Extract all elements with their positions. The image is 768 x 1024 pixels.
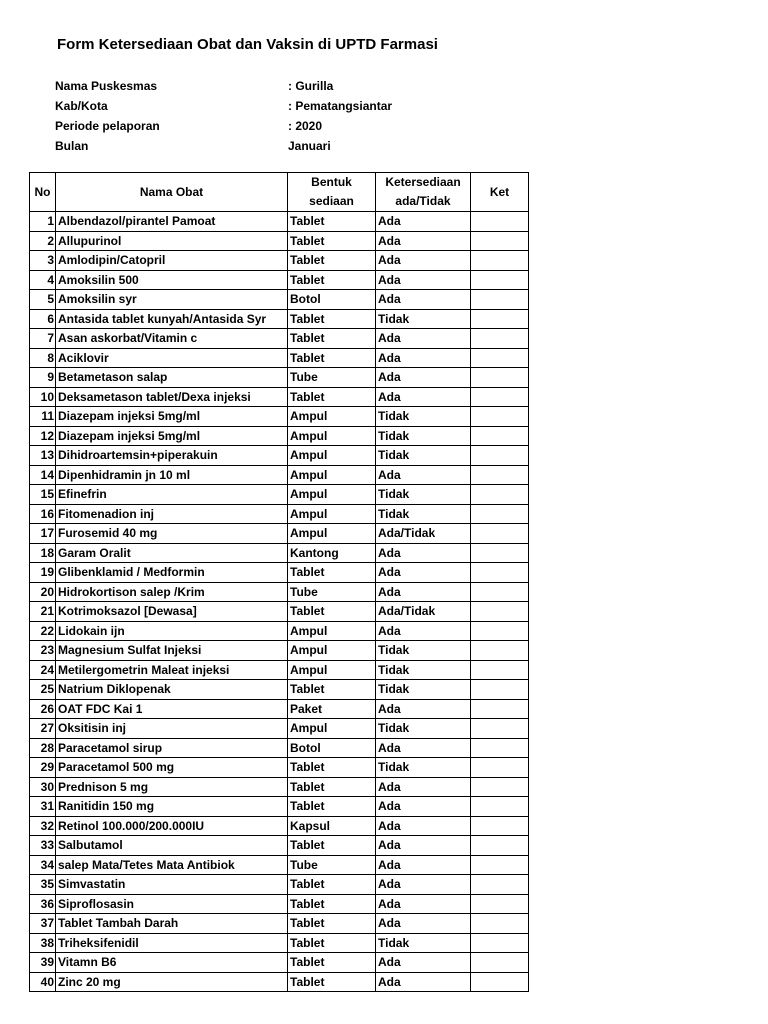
cell-nama-obat: Vitamn B6 (56, 953, 288, 973)
cell-nama-obat: Diazepam injeksi 5mg/ml (56, 407, 288, 427)
table-row (30, 894, 529, 914)
cell-ket (471, 797, 529, 817)
cell-nama-obat: Simvastatin (56, 875, 288, 895)
table-row (30, 797, 529, 817)
cell-nama-obat: Hidrokortison salep /Krim (56, 582, 288, 602)
cell-ketersediaan: Ada/Tidak (376, 602, 471, 622)
cell-ket (471, 719, 529, 739)
cell-ketersediaan: Ada (376, 953, 471, 973)
cell-ket (471, 914, 529, 934)
cell-ket (471, 368, 529, 388)
cell-nama-obat: Metilergometrin Maleat injeksi (56, 660, 288, 680)
cell-no: 20 (30, 582, 56, 602)
cell-bentuk-sediaan: Tablet (288, 563, 376, 583)
cell-nama-obat: OAT FDC Kai 1 (56, 699, 288, 719)
cell-ketersediaan: Ada (376, 563, 471, 583)
cell-ket (471, 465, 529, 485)
table-row (30, 972, 529, 992)
cell-no: 30 (30, 777, 56, 797)
cell-ketersediaan: Tidak (376, 309, 471, 329)
cell-ket (471, 407, 529, 427)
cell-ket (471, 602, 529, 622)
cell-bentuk-sediaan: Tablet (288, 387, 376, 407)
cell-no: 9 (30, 368, 56, 388)
cell-ketersediaan: Ada (376, 270, 471, 290)
info-label: Kab/Kota (55, 99, 108, 113)
cell-ket (471, 875, 529, 895)
cell-ketersediaan: Ada (376, 972, 471, 992)
cell-nama-obat: Glibenklamid / Medformin (56, 563, 288, 583)
cell-bentuk-sediaan: Kantong (288, 543, 376, 563)
cell-no: 31 (30, 797, 56, 817)
cell-nama-obat: Deksametason tablet/Dexa injeksi (56, 387, 288, 407)
table-row (30, 309, 529, 329)
cell-nama-obat: Amoksilin 500 (56, 270, 288, 290)
cell-ketersediaan: Ada (376, 543, 471, 563)
cell-nama-obat: Diazepam injeksi 5mg/ml (56, 426, 288, 446)
table-row (30, 251, 529, 271)
cell-ketersediaan: Tidak (376, 758, 471, 778)
cell-nama-obat: Paracetamol 500 mg (56, 758, 288, 778)
header-row (30, 173, 529, 212)
header-ketersediaan-line2: ada/Tidak (395, 194, 451, 208)
cell-bentuk-sediaan: Ampul (288, 446, 376, 466)
cell-no: 29 (30, 758, 56, 778)
cell-ket (471, 738, 529, 758)
cell-nama-obat: Magnesium Sulfat Injeksi (56, 641, 288, 661)
table-row (30, 504, 529, 524)
cell-no: 27 (30, 719, 56, 739)
cell-ketersediaan: Tidak (376, 407, 471, 427)
cell-no: 22 (30, 621, 56, 641)
cell-ketersediaan: Ada (376, 465, 471, 485)
cell-ket (471, 777, 529, 797)
cell-bentuk-sediaan: Ampul (288, 465, 376, 485)
table-row (30, 524, 529, 544)
cell-nama-obat: Betametason salap (56, 368, 288, 388)
cell-no: 18 (30, 543, 56, 563)
cell-bentuk-sediaan: Tablet (288, 309, 376, 329)
cell-bentuk-sediaan: Ampul (288, 504, 376, 524)
table-row (30, 465, 529, 485)
cell-bentuk-sediaan: Tablet (288, 797, 376, 817)
cell-bentuk-sediaan: Tube (288, 855, 376, 875)
cell-no: 35 (30, 875, 56, 895)
header-nama-obat: Nama Obat (56, 173, 288, 212)
table-row (30, 719, 529, 739)
cell-ket (471, 446, 529, 466)
cell-no: 4 (30, 270, 56, 290)
cell-ket (471, 387, 529, 407)
table-row (30, 875, 529, 895)
cell-no: 36 (30, 894, 56, 914)
cell-nama-obat: Lidokain ijn (56, 621, 288, 641)
cell-nama-obat: Antasida tablet kunyah/Antasida Syr (56, 309, 288, 329)
cell-ketersediaan: Ada (376, 816, 471, 836)
cell-ketersediaan: Tidak (376, 504, 471, 524)
cell-bentuk-sediaan: Ampul (288, 660, 376, 680)
cell-ket (471, 894, 529, 914)
table-row (30, 777, 529, 797)
cell-nama-obat: Oksitisin inj (56, 719, 288, 739)
cell-no: 37 (30, 914, 56, 934)
table-row (30, 426, 529, 446)
cell-ket (471, 212, 529, 232)
cell-ketersediaan: Ada (376, 368, 471, 388)
table-row (30, 660, 529, 680)
cell-no: 7 (30, 329, 56, 349)
cell-ket (471, 485, 529, 505)
table-row (30, 699, 529, 719)
table-row (30, 563, 529, 583)
cell-nama-obat: Kotrimoksazol [Dewasa] (56, 602, 288, 622)
cell-ketersediaan: Ada (376, 231, 471, 251)
table-row (30, 953, 529, 973)
cell-no: 26 (30, 699, 56, 719)
cell-no: 23 (30, 641, 56, 661)
table-row (30, 758, 529, 778)
cell-bentuk-sediaan: Paket (288, 699, 376, 719)
cell-bentuk-sediaan: Tablet (288, 680, 376, 700)
cell-ket (471, 758, 529, 778)
table-row (30, 348, 529, 368)
cell-ket (471, 251, 529, 271)
cell-ketersediaan: Ada (376, 621, 471, 641)
cell-ket (471, 972, 529, 992)
cell-nama-obat: Albendazol/pirantel Pamoat (56, 212, 288, 232)
cell-ket (471, 309, 529, 329)
table-row (30, 368, 529, 388)
cell-ket (471, 641, 529, 661)
table-row (30, 290, 529, 310)
cell-bentuk-sediaan: Tablet (288, 251, 376, 271)
cell-bentuk-sediaan: Tablet (288, 329, 376, 349)
cell-no: 12 (30, 426, 56, 446)
cell-no: 38 (30, 933, 56, 953)
cell-ketersediaan: Tidak (376, 933, 471, 953)
cell-nama-obat: Garam Oralit (56, 543, 288, 563)
cell-no: 11 (30, 407, 56, 427)
cell-nama-obat: Triheksifenidil (56, 933, 288, 953)
table-row (30, 621, 529, 641)
cell-ket (471, 524, 529, 544)
cell-nama-obat: Asan askorbat/Vitamin c (56, 329, 288, 349)
cell-nama-obat: Fitomenadion inj (56, 504, 288, 524)
cell-ket (471, 426, 529, 446)
cell-no: 25 (30, 680, 56, 700)
cell-ket (471, 933, 529, 953)
cell-nama-obat: Natrium Diklopenak (56, 680, 288, 700)
info-value: : 2020 (288, 119, 323, 133)
table-row (30, 816, 529, 836)
cell-bentuk-sediaan: Tablet (288, 953, 376, 973)
cell-no: 28 (30, 738, 56, 758)
table-row (30, 270, 529, 290)
cell-bentuk-sediaan: Tablet (288, 894, 376, 914)
cell-bentuk-sediaan: Ampul (288, 621, 376, 641)
cell-ketersediaan: Tidak (376, 680, 471, 700)
cell-bentuk-sediaan: Tube (288, 368, 376, 388)
info-value: Januari (288, 139, 331, 153)
cell-nama-obat: salep Mata/Tetes Mata Antibiok (56, 855, 288, 875)
cell-ketersediaan: Ada (376, 290, 471, 310)
cell-bentuk-sediaan: Tablet (288, 212, 376, 232)
cell-ket (471, 836, 529, 856)
cell-nama-obat: Aciklovir (56, 348, 288, 368)
cell-nama-obat: Ranitidin 150 mg (56, 797, 288, 817)
cell-ketersediaan: Ada (376, 875, 471, 895)
cell-no: 10 (30, 387, 56, 407)
cell-bentuk-sediaan: Ampul (288, 524, 376, 544)
header-bentuk-sediaan (288, 173, 376, 212)
cell-ketersediaan: Ada (376, 329, 471, 349)
cell-bentuk-sediaan: Tablet (288, 777, 376, 797)
cell-nama-obat: Furosemid 40 mg (56, 524, 288, 544)
cell-bentuk-sediaan: Ampul (288, 407, 376, 427)
cell-ketersediaan: Ada (376, 797, 471, 817)
table-row (30, 485, 529, 505)
table-row (30, 407, 529, 427)
form-title: Form Ketersediaan Obat dan Vaksin di UPTD Farmasi (57, 36, 438, 53)
table-row (30, 855, 529, 875)
cell-no: 32 (30, 816, 56, 836)
cell-ketersediaan: Tidak (376, 660, 471, 680)
cell-ketersediaan: Tidak (376, 485, 471, 505)
cell-bentuk-sediaan: Botol (288, 290, 376, 310)
info-value: : Pematangsiantar (288, 99, 393, 113)
cell-ketersediaan: Ada (376, 699, 471, 719)
cell-no: 16 (30, 504, 56, 524)
cell-ket (471, 953, 529, 973)
cell-nama-obat: Dihidroartemsin+piperakuin (56, 446, 288, 466)
cell-ketersediaan: Ada (376, 212, 471, 232)
table-row (30, 212, 529, 232)
cell-bentuk-sediaan: Tablet (288, 972, 376, 992)
cell-bentuk-sediaan: Ampul (288, 485, 376, 505)
cell-bentuk-sediaan: Ampul (288, 719, 376, 739)
cell-ketersediaan: Tidak (376, 426, 471, 446)
cell-ket (471, 504, 529, 524)
cell-bentuk-sediaan: Ampul (288, 641, 376, 661)
header-ketersediaan (376, 173, 471, 212)
table-row (30, 602, 529, 622)
cell-ketersediaan: Tidak (376, 446, 471, 466)
cell-no: 6 (30, 309, 56, 329)
cell-bentuk-sediaan: Tablet (288, 836, 376, 856)
cell-no: 39 (30, 953, 56, 973)
cell-bentuk-sediaan: Tablet (288, 348, 376, 368)
table-row (30, 836, 529, 856)
cell-bentuk-sediaan: Tablet (288, 914, 376, 934)
cell-nama-obat: Zinc 20 mg (56, 972, 288, 992)
header-ket: Ket (471, 173, 529, 212)
cell-no: 14 (30, 465, 56, 485)
table-row (30, 641, 529, 661)
cell-nama-obat: Amoksilin syr (56, 290, 288, 310)
cell-ket (471, 231, 529, 251)
header-ketersediaan-line1: Ketersediaan (385, 175, 461, 189)
cell-nama-obat: Amlodipin/Catopril (56, 251, 288, 271)
info-value: : Gurilla (288, 79, 334, 93)
cell-bentuk-sediaan: Tablet (288, 602, 376, 622)
cell-bentuk-sediaan: Tablet (288, 933, 376, 953)
table-row (30, 582, 529, 602)
cell-bentuk-sediaan: Botol (288, 738, 376, 758)
cell-no: 1 (30, 212, 56, 232)
drug-availability-table (29, 172, 529, 992)
cell-ket (471, 543, 529, 563)
cell-ket (471, 816, 529, 836)
table-row (30, 329, 529, 349)
cell-ketersediaan: Ada (376, 914, 471, 934)
cell-ket (471, 348, 529, 368)
cell-ket (471, 582, 529, 602)
cell-nama-obat: Tablet Tambah Darah (56, 914, 288, 934)
cell-ket (471, 290, 529, 310)
cell-nama-obat: Siproflosasin (56, 894, 288, 914)
cell-nama-obat: Prednison 5 mg (56, 777, 288, 797)
cell-nama-obat: Paracetamol sirup (56, 738, 288, 758)
table-row (30, 446, 529, 466)
table-row (30, 933, 529, 953)
cell-ketersediaan: Ada (376, 836, 471, 856)
cell-bentuk-sediaan: Tube (288, 582, 376, 602)
header-bentuk-line2: sediaan (309, 194, 354, 208)
table-row (30, 387, 529, 407)
cell-bentuk-sediaan: Tablet (288, 758, 376, 778)
header-no: No (30, 173, 56, 212)
cell-no: 40 (30, 972, 56, 992)
table-row (30, 914, 529, 934)
cell-nama-obat: Allupurinol (56, 231, 288, 251)
cell-no: 8 (30, 348, 56, 368)
cell-ketersediaan: Ada (376, 348, 471, 368)
info-label: Periode pelaporan (55, 119, 160, 133)
cell-no: 3 (30, 251, 56, 271)
cell-no: 13 (30, 446, 56, 466)
cell-ket (471, 680, 529, 700)
info-label: Nama Puskesmas (55, 79, 158, 93)
table-body (30, 212, 529, 992)
info-label: Bulan (55, 139, 89, 153)
cell-ketersediaan: Ada (376, 582, 471, 602)
cell-no: 19 (30, 563, 56, 583)
cell-ketersediaan: Tidak (376, 719, 471, 739)
cell-ketersediaan: Ada (376, 894, 471, 914)
cell-no: 33 (30, 836, 56, 856)
cell-bentuk-sediaan: Kapsul (288, 816, 376, 836)
cell-ketersediaan: Ada (376, 855, 471, 875)
cell-ket (471, 270, 529, 290)
cell-bentuk-sediaan: Tablet (288, 231, 376, 251)
table-row (30, 680, 529, 700)
cell-ket (471, 855, 529, 875)
cell-no: 34 (30, 855, 56, 875)
cell-ketersediaan: Ada (376, 251, 471, 271)
table-row (30, 543, 529, 563)
cell-nama-obat: Salbutamol (56, 836, 288, 856)
cell-no: 2 (30, 231, 56, 251)
cell-nama-obat: Efinefrin (56, 485, 288, 505)
table-row (30, 738, 529, 758)
cell-ket (471, 660, 529, 680)
table-row (30, 231, 529, 251)
cell-no: 21 (30, 602, 56, 622)
cell-nama-obat: Dipenhidramin jn 10 ml (56, 465, 288, 485)
cell-no: 15 (30, 485, 56, 505)
cell-no: 24 (30, 660, 56, 680)
cell-bentuk-sediaan: Tablet (288, 270, 376, 290)
header-bentuk-line1: Bentuk (311, 175, 352, 189)
cell-ket (471, 621, 529, 641)
cell-nama-obat: Retinol 100.000/200.000IU (56, 816, 288, 836)
cell-ketersediaan: Ada/Tidak (376, 524, 471, 544)
cell-bentuk-sediaan: Tablet (288, 875, 376, 895)
cell-ket (471, 329, 529, 349)
cell-ketersediaan: Ada (376, 777, 471, 797)
cell-ketersediaan: Ada (376, 738, 471, 758)
cell-bentuk-sediaan: Ampul (288, 426, 376, 446)
cell-ketersediaan: Ada (376, 387, 471, 407)
cell-ket (471, 699, 529, 719)
cell-no: 5 (30, 290, 56, 310)
table-header (30, 173, 529, 212)
cell-ket (471, 563, 529, 583)
cell-no: 17 (30, 524, 56, 544)
cell-ketersediaan: Tidak (376, 641, 471, 661)
